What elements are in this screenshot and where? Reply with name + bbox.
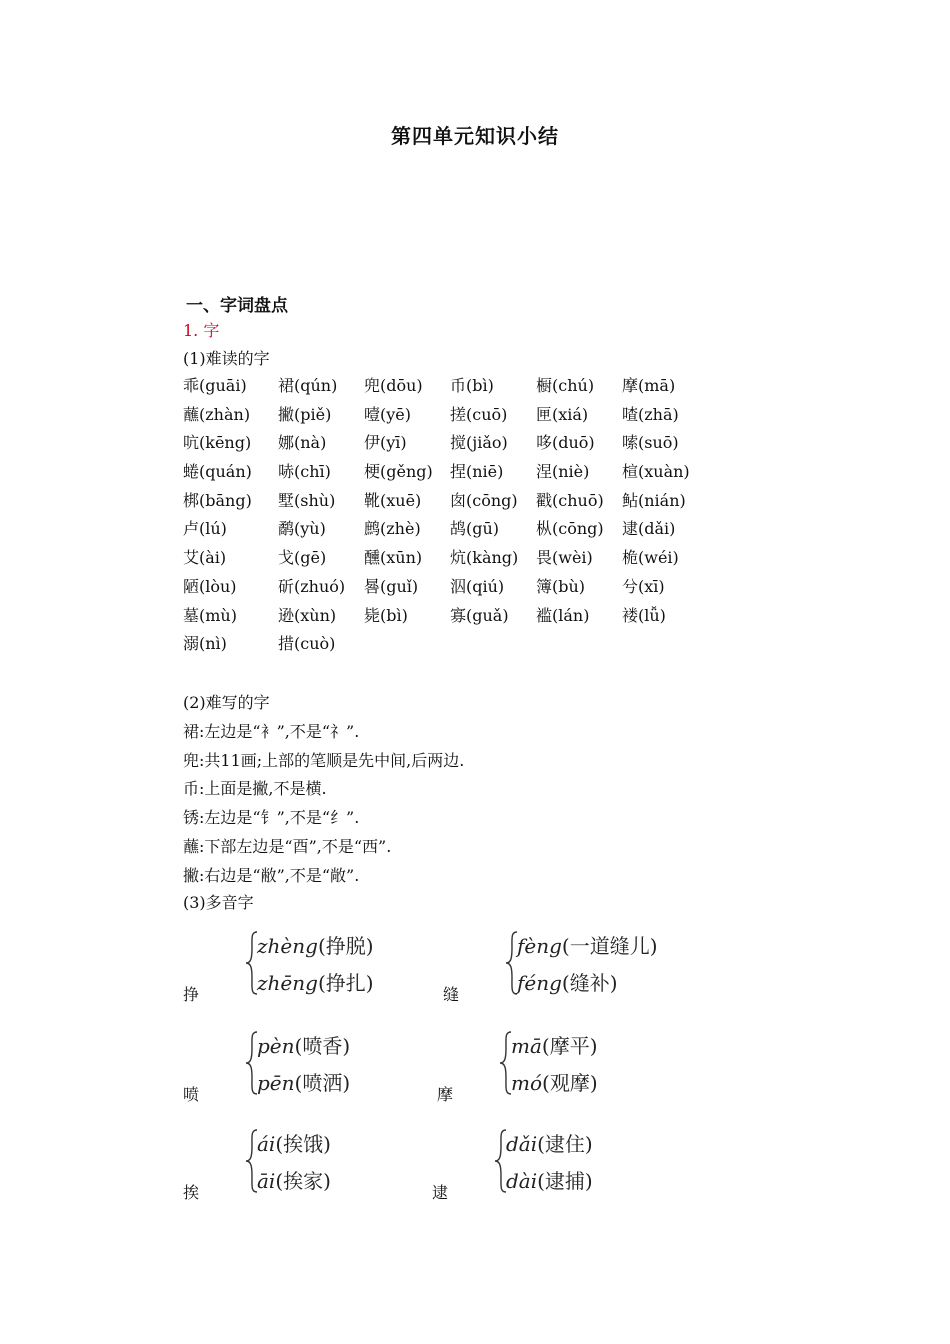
read-char-entry: 乖(guāi) [183, 376, 247, 395]
read-char-entry: 溺(nì) [183, 634, 227, 654]
pinyin: zhèng [257, 934, 318, 958]
read-char-entry: 桅(wéi) [622, 548, 679, 568]
example-word: (缝补) [561, 971, 618, 995]
example-word: (挣扎) [317, 971, 374, 995]
example-word: (摩平) [541, 1034, 598, 1058]
pinyin: ái [257, 1132, 276, 1156]
read-char-entry: 靴(xuē) [364, 490, 422, 510]
read-char-entry: 囱(cōng) [450, 490, 518, 510]
polyphone-reading [257, 1067, 350, 1096]
read-char-entry: 逮(dǎi) [622, 519, 676, 539]
read-char-entry: 喳(zhā) [622, 404, 679, 424]
pinyin: pèn [257, 1034, 295, 1058]
pinyin: zhēng [257, 971, 318, 995]
read-char-entry: 戳(chuō) [536, 490, 604, 510]
read-char-entry: 畏(wèi) [536, 548, 593, 568]
read-char-entry: 簿(bù) [536, 576, 586, 596]
example-word: (喷洒) [294, 1071, 351, 1095]
difficult-write-heading: (2)难写的字 [183, 693, 270, 712]
read-char-entry: 醺(xūn) [364, 548, 423, 568]
read-row [183, 544, 708, 573]
polyphone-reading [506, 1128, 593, 1157]
read-char-entry: 哧(chī) [278, 462, 331, 482]
read-char-entry: 卢(lú) [183, 519, 227, 539]
polyphone-reading [511, 1067, 598, 1096]
read-char-entry: 逊(xùn) [278, 605, 337, 625]
read-char-entry: 蜷(quán) [183, 462, 252, 482]
polyphone-reading [257, 1128, 331, 1157]
read-char-entry: 艾(ài) [183, 548, 227, 568]
read-row [183, 515, 708, 544]
pinyin: mó [511, 1071, 543, 1095]
read-char-entry: 兜(dōu) [364, 376, 423, 395]
read-char-entry: 嗦(suō) [622, 433, 679, 453]
read-row [183, 372, 708, 401]
polyphone-reading [517, 967, 618, 996]
polyphone-char: 逮 [432, 1183, 449, 1202]
read-char-entry: 币(bì) [450, 376, 494, 395]
read-char-entry: 梆(bāng) [183, 490, 252, 510]
pinyin: āi [257, 1169, 276, 1193]
read-char-entry: 墅(shù) [278, 490, 336, 510]
read-char-entry: 寡(guǎ) [450, 605, 509, 625]
example-word: (挨家) [275, 1169, 331, 1193]
polyphone-char: 挨 [183, 1183, 200, 1202]
write-rule: 裙:左边是“衤”,不是“礻”. [183, 722, 360, 741]
pinyin: féng [517, 971, 562, 995]
example-word: (挨饿) [275, 1132, 331, 1156]
example-word: (观摩) [542, 1071, 598, 1095]
read-row [183, 487, 708, 516]
read-row [183, 429, 708, 458]
read-char-entry: 鸪(gū) [450, 519, 500, 539]
read-char-entry: 搅(jiǎo) [450, 433, 508, 453]
write-rule: 蘸:下部左边是“酉”,不是“西”. [183, 836, 392, 856]
read-row [183, 573, 708, 602]
example-word: (逮住) [537, 1132, 593, 1156]
read-char-entry: 枞(cōng) [536, 519, 604, 539]
read-char-entry: 泅(qiú) [450, 576, 505, 596]
write-rule: 锈:左边是“钅”,不是“纟”. [183, 808, 360, 828]
polyphone-char: 缝 [443, 985, 460, 1004]
pinyin: fèng [517, 934, 562, 958]
read-char-entry: 楦(xuàn) [622, 462, 690, 482]
polyphone-reading [257, 1030, 350, 1059]
read-row [183, 602, 708, 631]
read-char-entry: 撇(piě) [278, 404, 332, 424]
example-word: (挣脱) [317, 934, 374, 958]
write-rule: 撇:右边是“敝”,不是“敞”. [183, 865, 360, 885]
polyphone-reading [506, 1165, 593, 1194]
polyphone-char: 喷 [183, 1085, 200, 1104]
difficult-read-heading: (1)难读的字 [183, 349, 270, 368]
difficult-read-grid [183, 372, 708, 659]
read-char-entry: 涅(niè) [536, 462, 590, 482]
polyphone-char: 挣 [183, 985, 200, 1004]
polyphone-char: 摩 [437, 1085, 454, 1104]
polyphonic-heading: (3)多音字 [183, 893, 254, 912]
read-char-entry: 鲇(nián) [622, 490, 686, 510]
pinyin: dǎi [506, 1132, 538, 1156]
read-char-entry: 梗(gěng) [364, 462, 433, 482]
read-char-entry: 炕(kàng) [450, 548, 519, 568]
read-char-entry: 鹧(zhè) [364, 519, 421, 539]
read-char-entry: 鹬(yù) [278, 519, 326, 539]
read-char-entry: 戈(gē) [278, 548, 327, 568]
read-char-entry: 兮(xī) [622, 576, 665, 596]
read-char-entry: 墓(mù) [183, 605, 237, 625]
page-title: 第四单元知识小结 [391, 124, 559, 148]
read-char-entry: 吭(kēng) [183, 433, 252, 453]
pinyin: mā [511, 1034, 542, 1058]
write-rule: 兜:共11画;上部的笔顺是先中间,后两边. [183, 750, 465, 770]
read-char-entry: 捏(niē) [450, 462, 504, 482]
read-char-entry: 晷(guǐ) [364, 576, 419, 596]
example-word: (喷香) [294, 1034, 351, 1058]
polyphone-reading [511, 1030, 598, 1059]
read-char-entry: 措(cuò) [278, 634, 336, 654]
section-heading: 一、字词盘点 [186, 296, 288, 316]
polyphone-reading [257, 967, 374, 996]
read-char-entry: 蘸(zhàn) [183, 404, 251, 424]
pinyin: pēn [257, 1071, 295, 1095]
polyphone-reading [257, 930, 374, 959]
read-char-entry: 噎(yē) [364, 404, 411, 424]
example-word: (一道缝儿) [561, 934, 658, 958]
read-row [183, 630, 708, 659]
read-char-entry: 哆(duō) [536, 433, 595, 453]
pinyin: dài [506, 1169, 538, 1193]
write-rule: 币:上面是撇,不是横. [183, 779, 327, 799]
read-char-entry: 斫(zhuó) [278, 576, 346, 596]
read-char-entry: 搓(cuō) [450, 404, 508, 424]
read-row [183, 401, 708, 430]
read-char-entry: 娜(nà) [278, 433, 327, 453]
read-char-entry: 褛(lǚ) [622, 605, 666, 625]
read-char-entry: 裙(qún) [278, 376, 338, 395]
read-char-entry: 伊(yī) [364, 433, 407, 453]
read-row [183, 458, 708, 487]
polyphone-reading [517, 930, 658, 959]
read-char-entry: 褴(lán) [536, 605, 590, 625]
read-char-entry: 毙(bì) [364, 605, 408, 625]
polyphone-reading [257, 1165, 331, 1194]
read-char-entry: 陋(lòu) [183, 576, 237, 596]
subsection-heading: 1. 字 [183, 321, 220, 340]
read-char-entry: 匣(xiá) [536, 404, 589, 424]
read-char-entry: 橱(chú) [536, 376, 595, 395]
example-word: (逮捕) [537, 1169, 593, 1193]
read-char-entry: 摩(mā) [622, 376, 676, 395]
